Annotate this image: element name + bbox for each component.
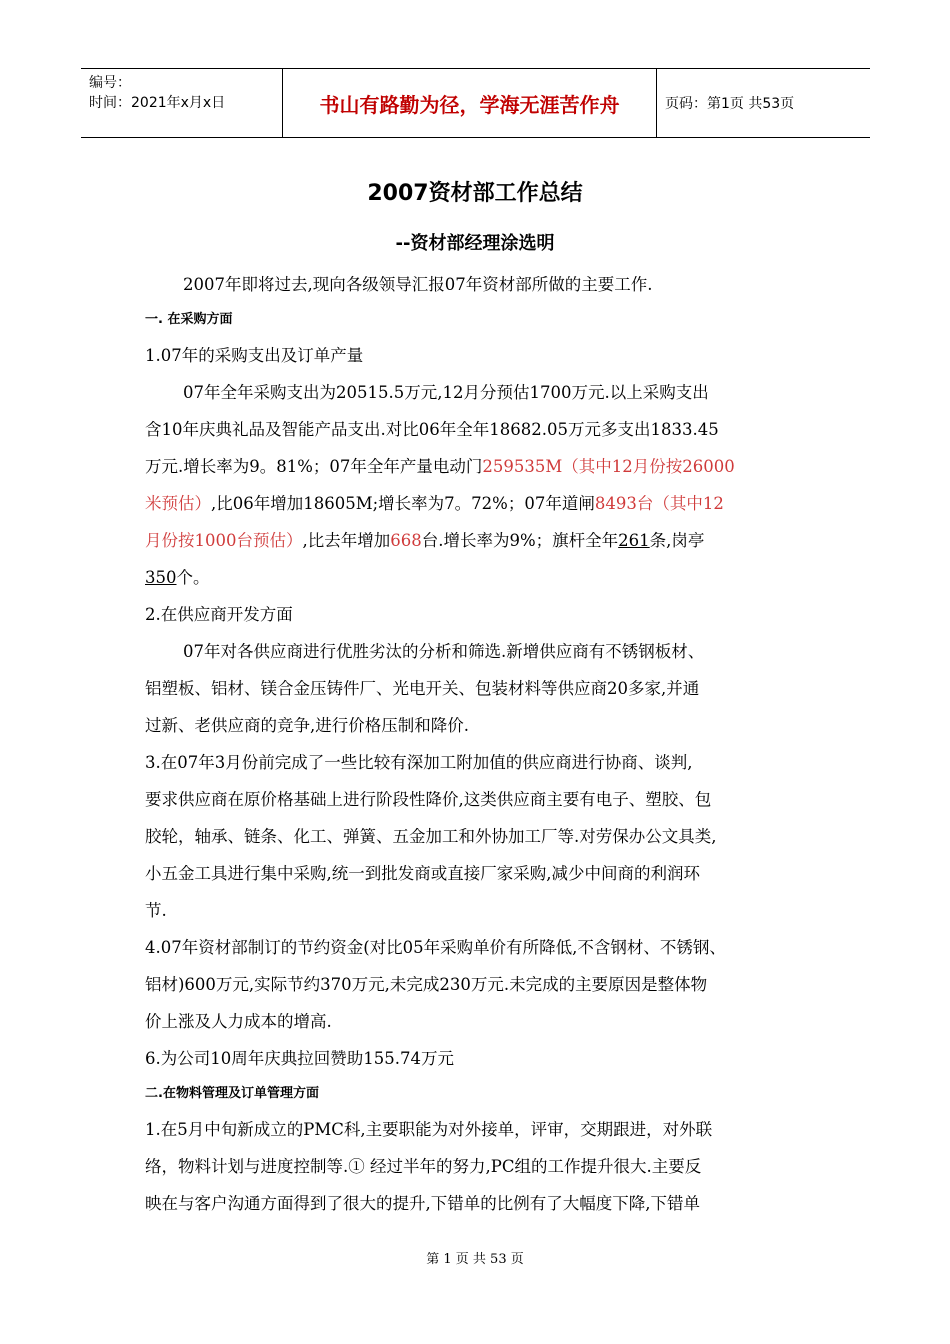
text-line: [145, 670, 815, 707]
text-line: [145, 374, 815, 411]
text-segment: 胶轮，轴承、链条、化工、弹簧、五金加工和外协加工厂等.对劳保办公文具类,: [145, 827, 717, 846]
text-segment: 一. 在采购方面: [145, 312, 233, 327]
document-body: [145, 266, 815, 1222]
page-info: 页码：第1页 共53页: [665, 96, 795, 112]
text-line: [145, 1148, 815, 1185]
text-segment: 8493台（其中12: [594, 494, 724, 513]
text-segment: 米预估）: [145, 494, 211, 513]
text-line: [145, 522, 815, 559]
text-segment: 6.为公司10周年庆典拉回赞助155.74万元: [145, 1049, 454, 1068]
text-segment: 261: [618, 531, 650, 550]
text-line: [145, 707, 815, 744]
text-segment: 259535M（其中12月份按26000: [482, 457, 735, 476]
text-line: [145, 485, 815, 522]
text-segment: 350: [145, 568, 177, 587]
text-segment: 3.在07年3月份前完成了一些比较有深加工附加值的供应商进行协商、谈判,: [145, 753, 693, 772]
text-line: [145, 1003, 815, 1040]
text-line: [145, 1111, 815, 1148]
text-segment: 小五金工具进行集中采购,统一到批发商或直接厂家采购,减少中间商的利润环: [145, 864, 700, 883]
text-line: [145, 559, 815, 596]
section-heading: [145, 1077, 815, 1111]
text-line: [145, 1040, 815, 1077]
text-segment: 月份按1000台预估）: [145, 531, 303, 550]
text-segment: 万元.增长率为9。81%；07年全年产量电动门: [145, 457, 483, 476]
text-segment: 映在与客户沟通方面得到了很大的提升,下错单的比例有了大幅度下降,下错单: [145, 1194, 700, 1213]
text-line: [145, 633, 815, 670]
text-segment: 铝材)600万元,实际节约370万元,未完成230万元.未完成的主要原因是整体物: [145, 975, 708, 994]
text-segment: 1.07年的采购支出及订单产量: [145, 346, 364, 365]
text-line: [145, 892, 815, 929]
text-segment: ,比06年增加18605M;增长率为7。72%；07年道闸: [211, 494, 595, 513]
text-segment: 2.在供应商开发方面: [145, 605, 293, 624]
text-line: [145, 1185, 815, 1222]
date-label: 时间：2021年x月x日: [89, 95, 226, 111]
text-line: [145, 411, 815, 448]
text-segment: 价上涨及人力成本的增高.: [145, 1012, 332, 1031]
section-heading: [145, 303, 815, 337]
text-segment: 07年全年采购支出为20515.5万元,12月分预估1700万元.以上采购支出: [183, 383, 709, 402]
text-segment: 2007年即将过去,现向各级领导汇报07年资材部所做的主要工作.: [183, 275, 653, 294]
text-segment: 条,岗亭: [649, 531, 705, 550]
text-segment: 铝塑板、铝材、镁合金压铸件厂、光电开关、包装材料等供应商20多家,并通: [145, 679, 700, 698]
text-segment: 二.在物料管理及订单管理方面: [145, 1086, 319, 1101]
text-line: [145, 596, 815, 633]
text-line: [145, 855, 815, 892]
text-line: [145, 337, 815, 374]
text-line: [145, 966, 815, 1003]
document-title: 2007资材部工作总结: [367, 181, 583, 206]
document-subtitle: --资材部经理涂选明: [395, 233, 555, 254]
number-label: 编号：: [89, 75, 131, 91]
text-segment: 台.增长率为9%；旗杆全年: [421, 531, 619, 550]
slogan: 书山有路勤为径，学海无涯苦作舟: [282, 69, 657, 137]
page-footer: 第 1 页 共 53 页: [426, 1252, 524, 1267]
text-line: [145, 781, 815, 818]
text-segment: 节.: [145, 901, 167, 920]
text-line: [145, 266, 815, 303]
text-segment: 668: [390, 531, 422, 550]
text-line: [145, 744, 815, 781]
text-segment: 含10年庆典礼品及智能产品支出.对比06年全年18682.05万元多支出1833.45: [145, 420, 719, 439]
text-segment: 要求供应商在原价格基础上进行阶段性降价,这类供应商主要有电子、塑胶、包: [145, 790, 712, 809]
text-segment: 07年对各供应商进行优胜劣汰的分析和筛选.新增供应商有不锈钢板材、: [183, 642, 705, 661]
header-left-cell: [81, 69, 282, 137]
text-segment: 4.07年资材部制订的节约资金(对比05年采购单价有所降低,不含钢材、不锈钢、: [145, 938, 726, 957]
text-line: [145, 818, 815, 855]
text-segment: 过新、老供应商的竞争,进行价格压制和降价.: [145, 716, 469, 735]
text-line: [145, 929, 815, 966]
text-segment: ,比去年增加: [302, 531, 391, 550]
header-table: [81, 68, 870, 138]
text-segment: 1.在5月中旬新成立的PMC科,主要职能为对外接单，评审，交期跟进，对外联: [145, 1120, 713, 1139]
text-line: [145, 448, 815, 485]
text-segment: 个。: [176, 568, 210, 587]
text-segment: 络，物料计划与进度控制等.① 经过半年的努力,PC组的工作提升很大.主要反: [145, 1157, 702, 1176]
